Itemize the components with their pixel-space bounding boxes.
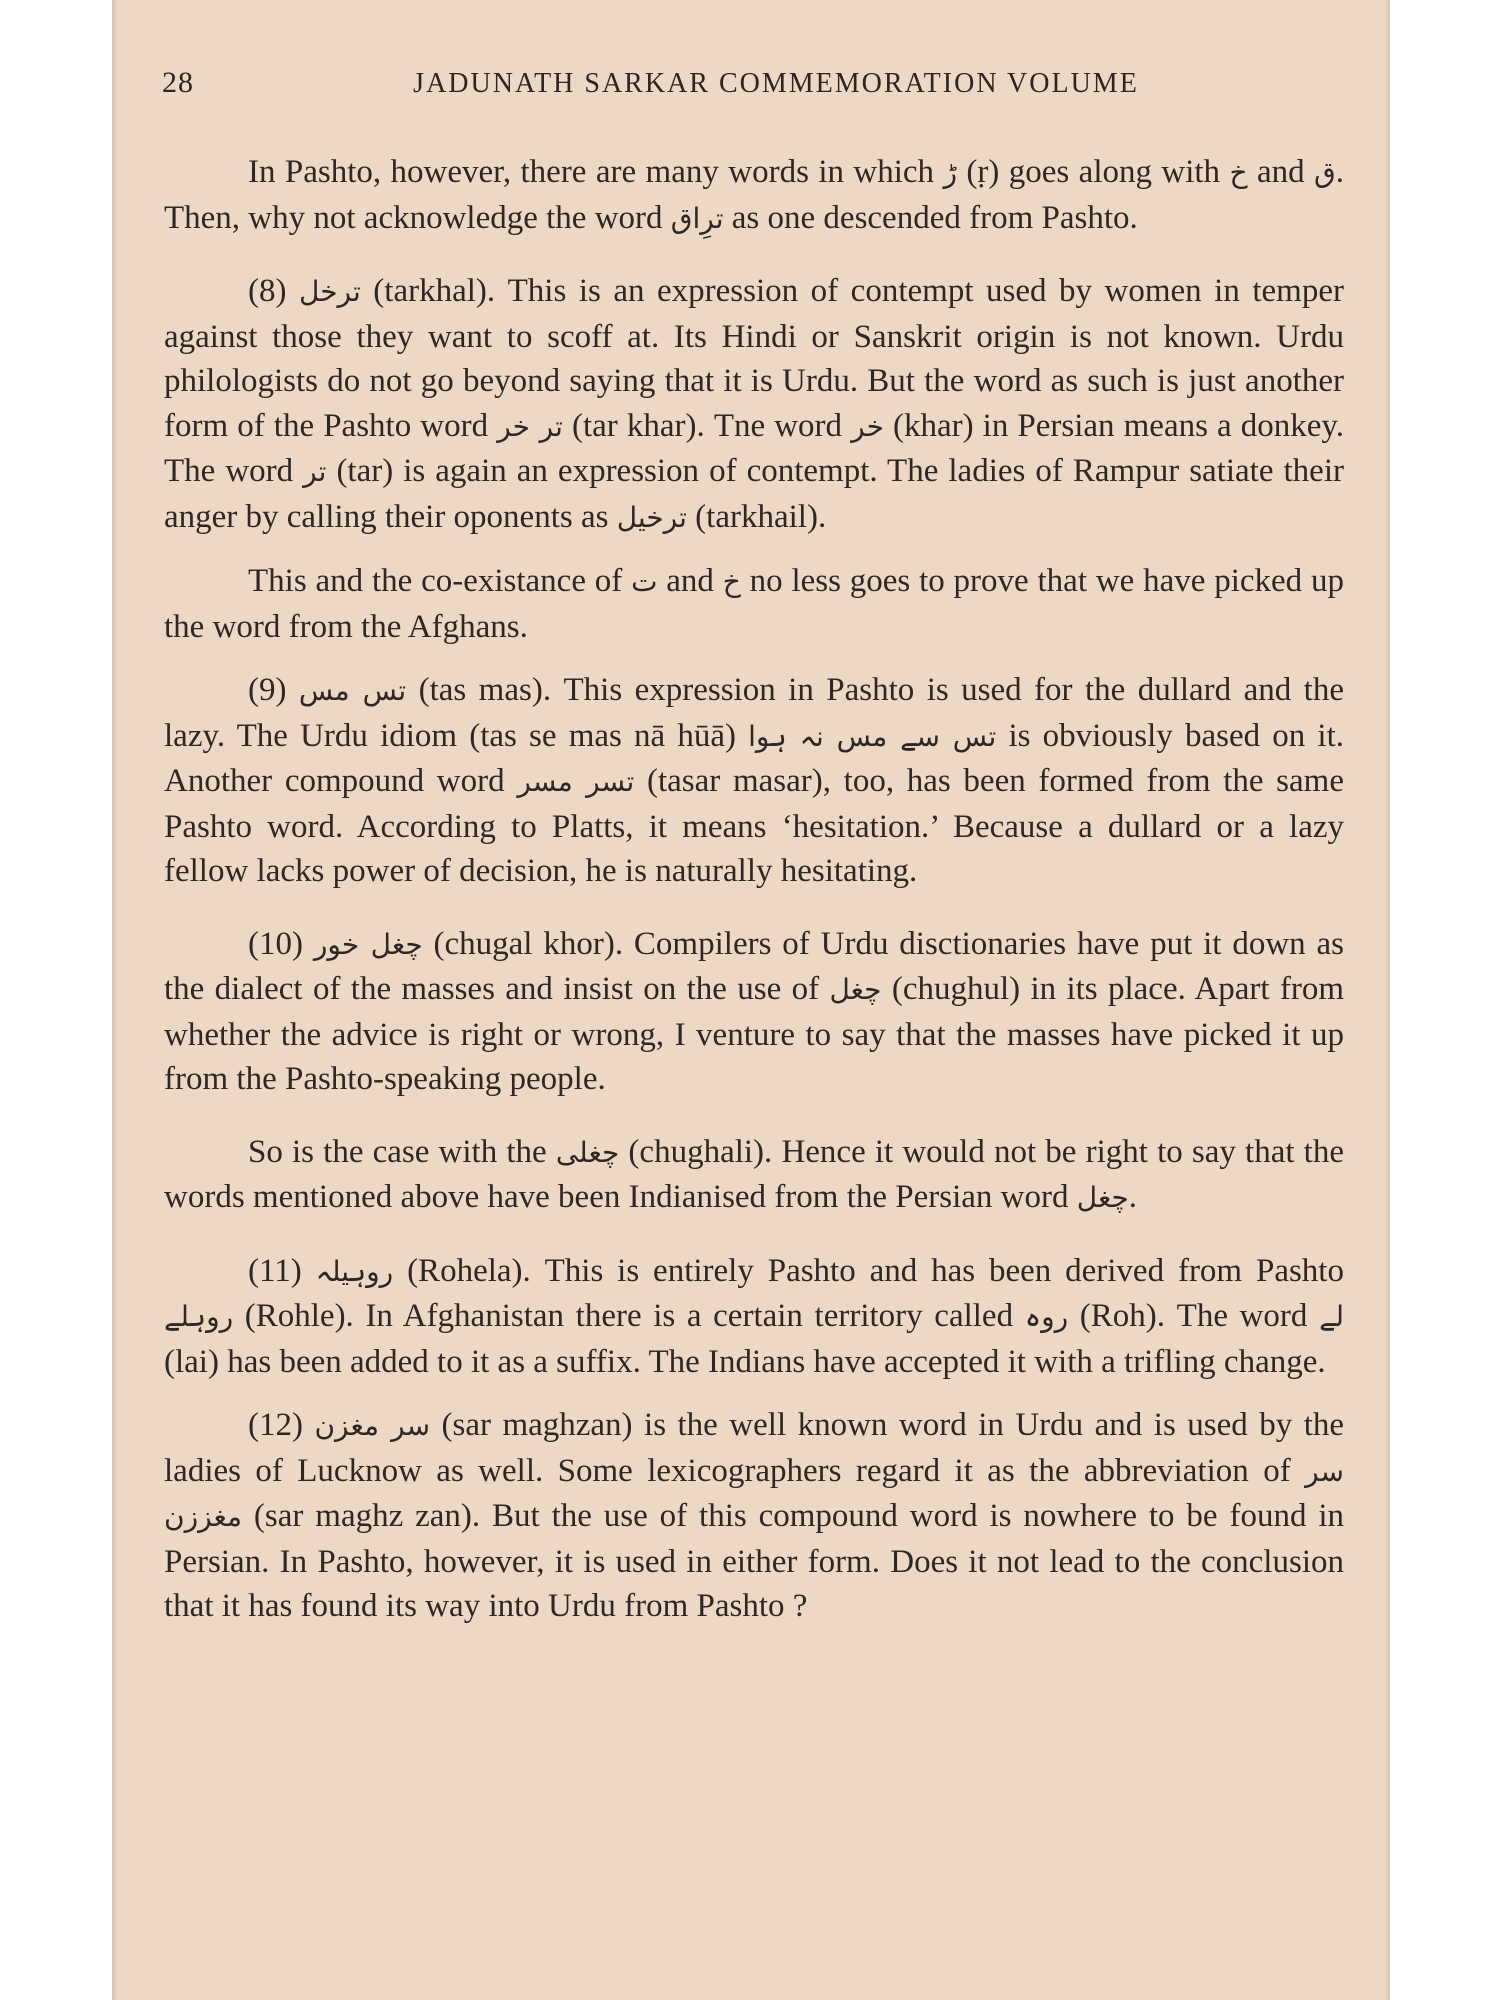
urdu-word: چغل bbox=[829, 973, 882, 1006]
text-run: (tarkhal). This is an expression of contempt used by women in temper against those they want to scoff at. Its Hindi or Sanskrit origin is not known. Urdu philologists do not go beyond saying that it is Urdu. But the word as such is just another form of the Pashto word bbox=[164, 273, 1344, 444]
urdu-word: ترخل bbox=[299, 275, 361, 308]
paragraph bbox=[164, 668, 1344, 894]
text-run: no less goes to prove that we have picked up the word from the Afghans. bbox=[164, 563, 1344, 645]
text-run: So is the case with the bbox=[248, 1133, 556, 1170]
running-title: JADUNATH SARKAR COMMEMORATION VOLUME bbox=[413, 68, 1139, 99]
paragraph bbox=[164, 1130, 1344, 1221]
urdu-word: روہلے bbox=[164, 1300, 234, 1333]
text-run: . Then, why not acknowledge the word bbox=[164, 154, 1344, 236]
page-number: 28 bbox=[162, 66, 194, 99]
text-run: (ṛ) goes along with bbox=[957, 154, 1230, 190]
urdu-word: ڑ bbox=[943, 156, 957, 189]
text-run: . bbox=[1128, 1179, 1138, 1215]
page-header bbox=[162, 66, 1350, 110]
urdu-word: ترخیل bbox=[616, 500, 687, 534]
urdu-word: روہیلہ bbox=[315, 1254, 394, 1288]
page-edge-right bbox=[1384, 0, 1390, 2000]
urdu-word: لے bbox=[1319, 1300, 1344, 1333]
urdu-word: ت bbox=[631, 565, 658, 598]
text-run: (lai) has been added to it as a suffix. The Indians have accepted it with a trifling change. bbox=[164, 1343, 1326, 1380]
urdu-word: ترِاق bbox=[670, 201, 724, 235]
text-run: (chugal khor). Compilers of Urdu disctionaries have put it down as the dialect of the masses and insist on the use of bbox=[164, 925, 1344, 1007]
urdu-word: تر bbox=[303, 455, 327, 488]
text-run: (Rohle). In Afghanistan there is a certain territory called bbox=[233, 1298, 1025, 1334]
text-run: (khar) in Persian means a donkey. The word bbox=[164, 407, 1345, 489]
urdu-word: خر bbox=[851, 409, 884, 443]
text-run: (tar) is again an expression of contempt. The ladies of Rampur satiate their anger by calling their oponents as bbox=[164, 453, 1344, 535]
paragraph bbox=[164, 559, 1344, 649]
urdu-word: تسر مسر bbox=[517, 765, 635, 798]
text-run: (chughul) in its place. Apart from whether the advice is right or wrong, I venture to say that the masses have picked it up from the Pashto-speaking people. bbox=[164, 971, 1344, 1097]
text-run: (sar maghz zan). But the use of this compound word is nowhere to be found in Persian. In Pashto, however, it is used in either form. Does it not lead to the conclusion that it has found its way into Urdu from Pashto ? bbox=[164, 1498, 1344, 1624]
urdu-word: چغلی bbox=[555, 1135, 620, 1169]
urdu-word: چغل خور bbox=[313, 927, 423, 961]
text-run: (9) bbox=[248, 672, 299, 708]
text-run: (10) bbox=[248, 925, 314, 962]
urdu-word: خ bbox=[722, 565, 741, 598]
urdu-word: تس مس bbox=[298, 674, 407, 707]
paragraph bbox=[164, 1403, 1344, 1629]
text-run: (tarkhail). bbox=[686, 498, 827, 535]
urdu-word: تس سے مس نہ ہوا bbox=[748, 719, 997, 753]
paragraph bbox=[164, 1249, 1344, 1385]
urdu-word: سر مغزن bbox=[314, 1409, 431, 1442]
urdu-word: خ bbox=[1229, 156, 1248, 189]
urdu-word: ق bbox=[1314, 156, 1336, 189]
text-run: and bbox=[1247, 154, 1315, 190]
text-run: and bbox=[657, 563, 723, 599]
text-run: (Rohela). This is entirely Pashto and has been derived from Pashto bbox=[393, 1252, 1344, 1289]
text-run: (8) bbox=[248, 273, 299, 309]
urdu-word: سر مغززن bbox=[164, 1454, 1344, 1533]
text-run: (tas mas). This expression in Pashto is used for the dullard and the lazy. The Urdu idiom (tas se mas nā hūā) bbox=[164, 672, 1344, 754]
text-run: (chughali). Hence it would not be right to say that the words mentioned above have been Indianised from the Persian word bbox=[164, 1133, 1344, 1215]
text-run: (tasar masar), too, has been formed from the same Pashto word. According to Platts, it means ‘hesitation.’ Because a dullard or a lazy fellow lacks power of decision, he is naturally hesitating. bbox=[164, 763, 1344, 889]
text-run: This and the co-existance of bbox=[248, 563, 632, 599]
text-run: (sar maghzan) is the well known word in Urdu and is used by the ladies of Lucknow as well. Some lexicographers regard it as the abbreviation of bbox=[164, 1407, 1345, 1489]
text-run: as one descended from Pashto. bbox=[723, 199, 1138, 236]
urdu-word: روہ bbox=[1024, 1300, 1069, 1333]
text-run: (tar khar). Tne word bbox=[562, 407, 852, 444]
text-run: (11) bbox=[248, 1252, 316, 1289]
paragraph bbox=[164, 922, 1344, 1102]
paragraph bbox=[164, 150, 1344, 241]
text-run: In Pashto, however, there are many words in which bbox=[248, 154, 944, 190]
body-text bbox=[164, 150, 1344, 1629]
page-edge-left bbox=[112, 0, 118, 2000]
text-run: (12) bbox=[248, 1407, 315, 1443]
urdu-word: چغل bbox=[1076, 1181, 1129, 1214]
text-run: is obviously based on it. Another compound word bbox=[164, 717, 1344, 799]
text-run: (Roh). The word bbox=[1068, 1298, 1320, 1334]
paragraph bbox=[164, 269, 1344, 540]
urdu-word: تر خر bbox=[497, 409, 563, 443]
book-page bbox=[112, 0, 1390, 2000]
